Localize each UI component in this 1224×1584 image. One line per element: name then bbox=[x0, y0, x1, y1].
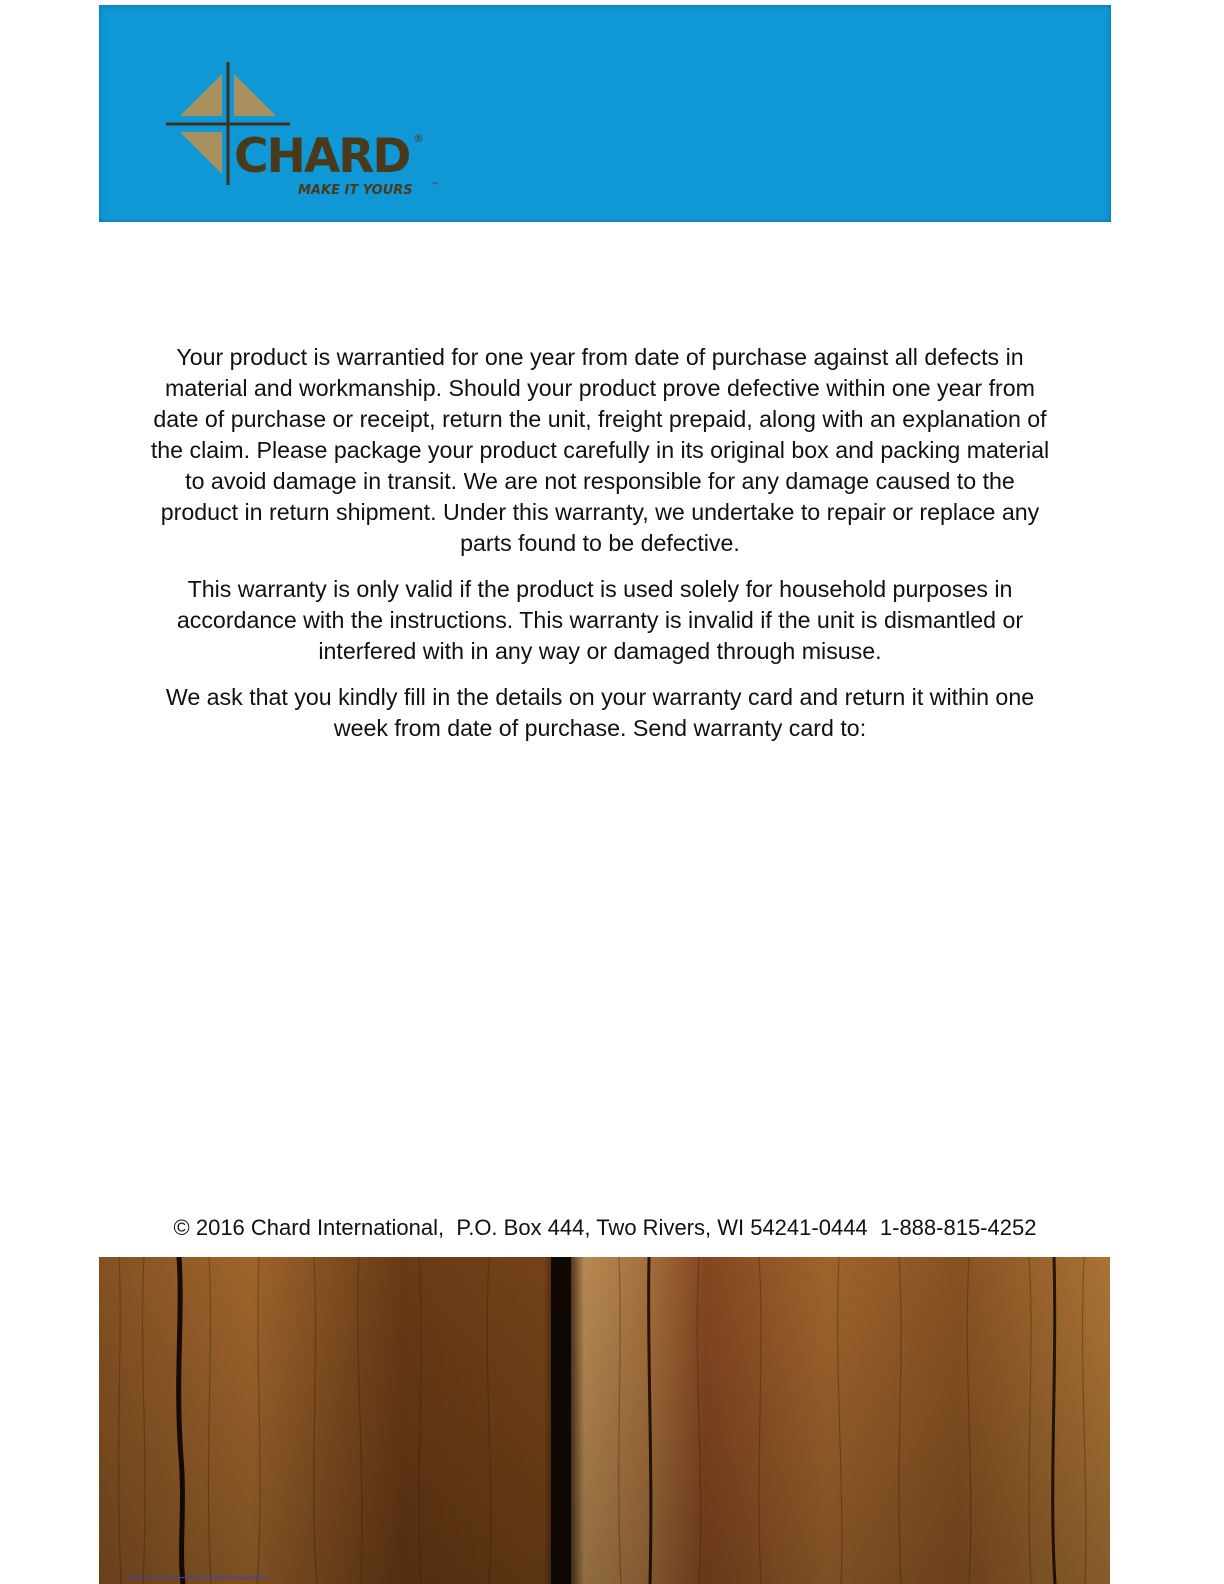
logo-brand: CHARD bbox=[234, 129, 410, 184]
logo-tagline-mark: ™ bbox=[431, 181, 439, 190]
chard-logo bbox=[166, 60, 456, 200]
warranty-paragraph-2: This warranty is only valid if the product is used solely for household purposes in accordance with the instructions. This warranty is invalid if the unit is dismantled or interfered with in any way or damaged through misuse. bbox=[176, 576, 1024, 664]
warranty-paragraph-1: Your product is warrantied for one year from date of purchase against all defects in material and workmanship. Should your product prove defective within one year from date of purchase or receipt, return the unit, freight prepaid, along with an explanation of the claim. Please package your product carefully in its original box and packing material to avoid damage in transit. We are not responsible for any damage caused to the product in return shipment. Under this warranty, we undertake to repair or replace any parts found to be defective. bbox=[150, 344, 1050, 556]
logo-tagline: MAKE IT YOURS bbox=[298, 183, 413, 198]
underline-mark bbox=[126, 1577, 268, 1578]
logo-triangle-top-left bbox=[180, 74, 222, 116]
logo-registered-mark: ® bbox=[413, 132, 424, 145]
warranty-text bbox=[150, 342, 1050, 759]
warranty-paragraph-3: We ask that you kindly fill in the details on your warranty card and return it within one week from date of purchase. Send warranty card to: bbox=[165, 684, 1035, 741]
logo-triangle-bottom-left bbox=[180, 132, 222, 174]
logo-triangle-top-right bbox=[234, 74, 276, 116]
footer-copyright: © 2016 Chard International, P.O. Box 444, Two Rivers, WI 54241-0444 1-888-815-4252 bbox=[173, 1215, 1037, 1240]
wood-background-image bbox=[99, 1257, 1110, 1584]
